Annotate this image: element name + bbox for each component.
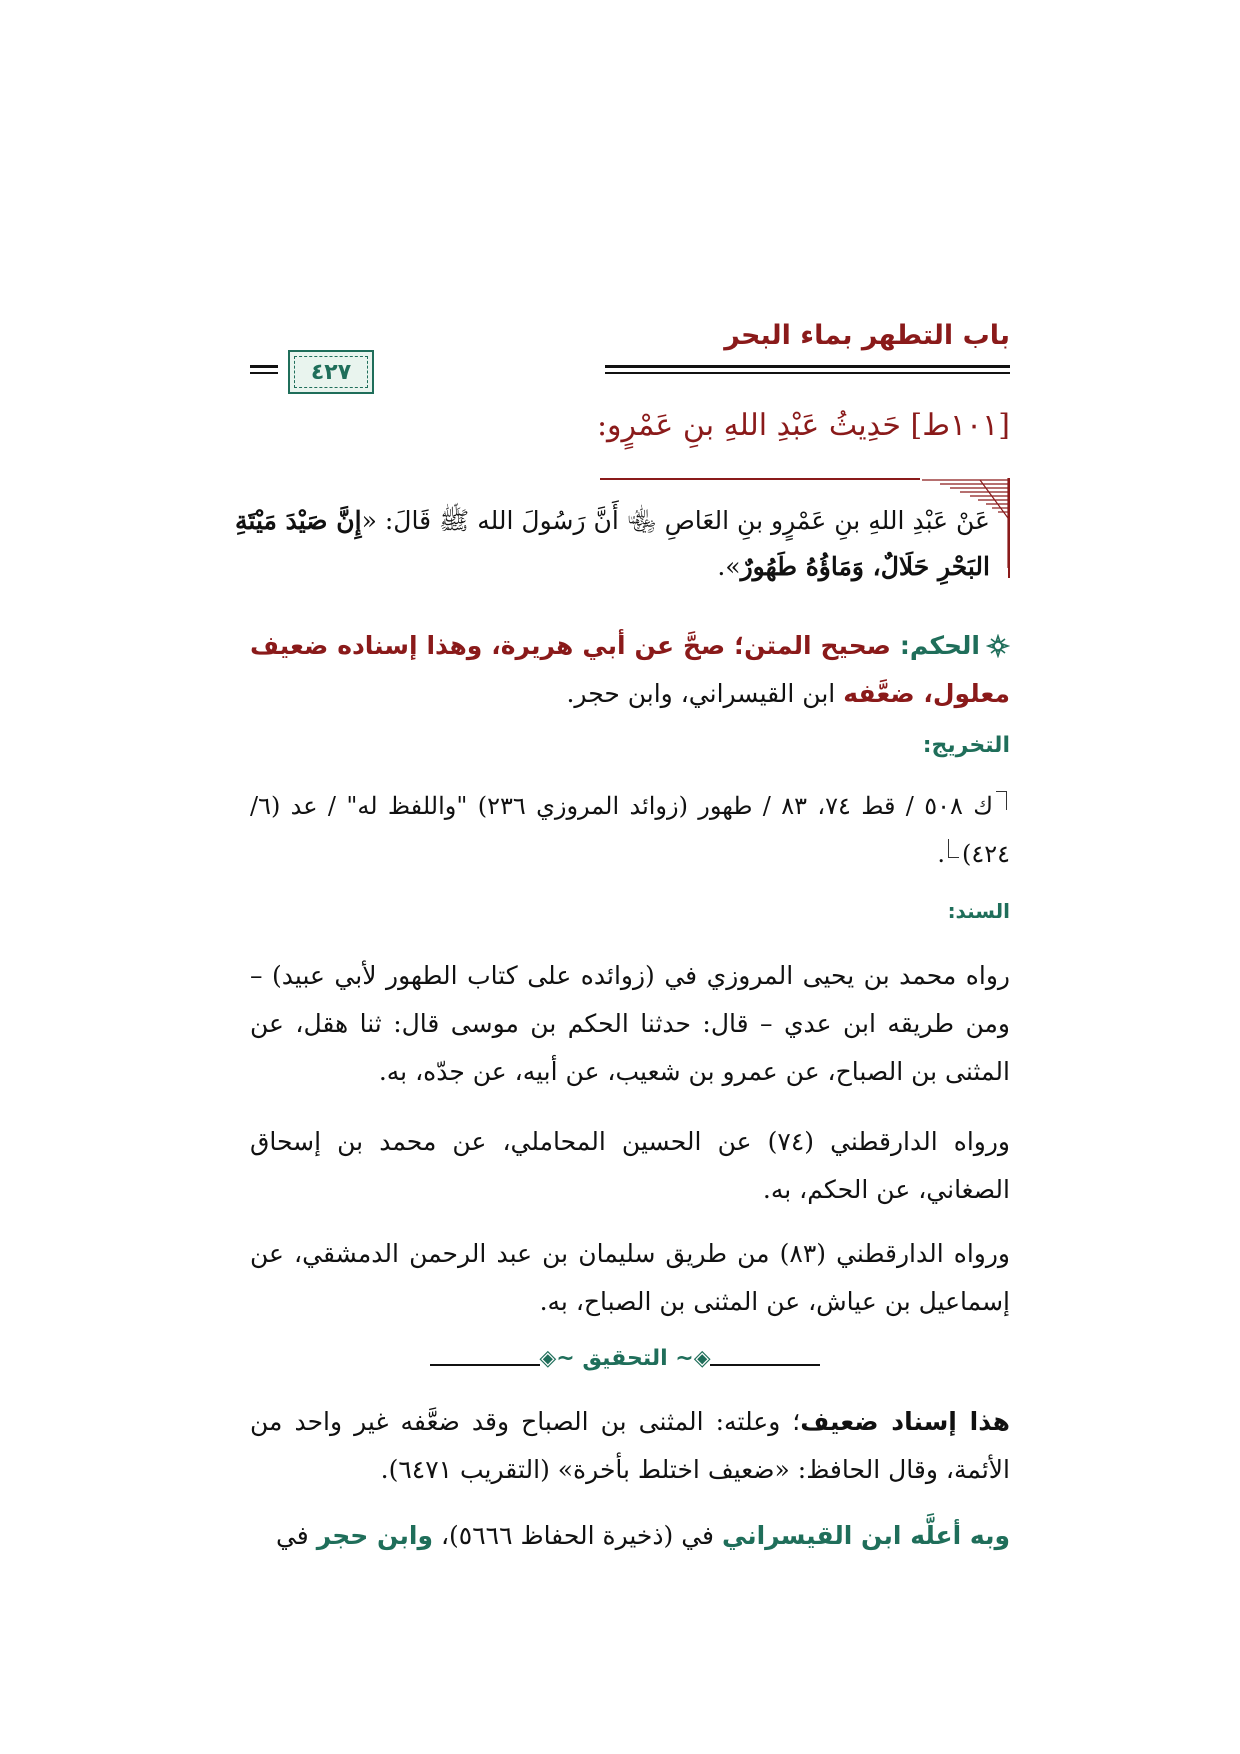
hadith-matn: إِنَّ صَيْدَ مَيْتَةِ البَحْرِ حَلَالٌ، وَمَاؤُهُ طَهُورٌ	[235, 506, 990, 581]
header-rule	[250, 365, 278, 368]
tahqiq-divider	[430, 1346, 820, 1380]
hadith-text	[235, 498, 990, 590]
header-rule	[250, 372, 278, 374]
flourish-icon: ~◈	[539, 1346, 583, 1371]
tahqiq-text: في	[275, 1521, 317, 1550]
ruling-label: الحكم:	[899, 631, 980, 660]
hadith-end: ».	[717, 552, 741, 581]
takhrij-end: .	[937, 840, 945, 868]
ruling-paragraph	[250, 622, 1010, 718]
hadith-narration: عَنْ عَبْدِ اللهِ بنِ عَمْرٍو بنِ العَاصِ ﵄ أَنَّ رَسُولَ الله ﷺ قَالَ: «	[361, 506, 990, 535]
hadith-box	[230, 478, 1010, 588]
header-rule	[605, 372, 1010, 374]
takhrij-text: ك ٥٠٨ / قط ٧٤، ٨٣ / طهور (زوائد المروزي ٢٣٦) "واللفظ له" / عد (٦/ ٤٢٤)	[250, 792, 1010, 868]
sanad-paragraph: رواه محمد بن يحيى المروزي في (زوائده على كتاب الطهور لأبي عبيد) – ومن طريقه ابن عدي – قال: حدثنا الحكم بن موسى قال: ثنا هقل، عن المثنى بن الصباح، عن عمرو بن شعيب، عن أبيه، عن جدّه، به.	[250, 961, 1010, 1086]
bracket-open-icon	[996, 791, 1007, 810]
page-header	[250, 320, 1010, 390]
page-number-badge	[288, 350, 374, 394]
tahqiq-label: التحقيق	[582, 1346, 668, 1371]
tahqiq-emphasis: وابن حجر	[316, 1521, 433, 1550]
tahqiq-text: في (ذخيرة الحفاظ ٥٦٦٦)،	[433, 1521, 722, 1550]
bracket-close-icon	[948, 839, 959, 858]
tahqiq-paragraph	[250, 1512, 1010, 1560]
flourish-icon: ◈~	[667, 1346, 711, 1371]
takhrij-paragraph	[250, 782, 1010, 878]
ruling-lead: صحيح المتن؛ صحَّ عن أبي هريرة، وهذا إسناده ضعيف معلول، ضعَّفه	[250, 631, 1010, 708]
chapter-title: باب التطهر بماء البحر	[724, 320, 1010, 351]
hadith-title: [١٠١ط] حَدِيثُ عَبْدِ اللهِ بنِ عَمْرٍو:	[596, 408, 1010, 443]
ruling-rest: ابن القيسراني، وابن حجر.	[566, 679, 836, 708]
page-number: ٤٢٧	[310, 359, 352, 385]
sanad-paragraph: ورواه الدارقطني (٨٣) من طريق سليمان بن عبد الرحمن الدمشقي، عن إسماعيل بن عياش، عن المثنى بن الصباح، به.	[250, 1239, 1010, 1316]
tahqiq-heading	[430, 1346, 820, 1371]
box-border	[600, 478, 920, 480]
flower-ornament-icon	[986, 634, 1010, 658]
takhrij-heading: التخريج:	[922, 733, 1010, 758]
header-rule	[605, 365, 1010, 368]
tahqiq-paragraph	[250, 1398, 1010, 1494]
sanad-heading: السند:	[947, 899, 1010, 923]
tahqiq-reason: ؛ وعلته: المثنى بن الصباح وقد ضعَّفه غير واحد من الأئمة، وقال الحافظ: «ضعيف اختلط بأخرة» (التقريب ٦٤٧١).	[250, 1407, 1010, 1484]
tahqiq-verdict: هذا إسناد ضعيف	[800, 1407, 1010, 1436]
sanad-paragraph: ورواه الدارقطني (٧٤) عن الحسين المحاملي، عن محمد بن إسحاق الصغاني، عن الحكم، به.	[250, 1127, 1011, 1204]
tahqiq-emphasis: وبه أعلَّه ابن القيسراني	[721, 1521, 1010, 1550]
